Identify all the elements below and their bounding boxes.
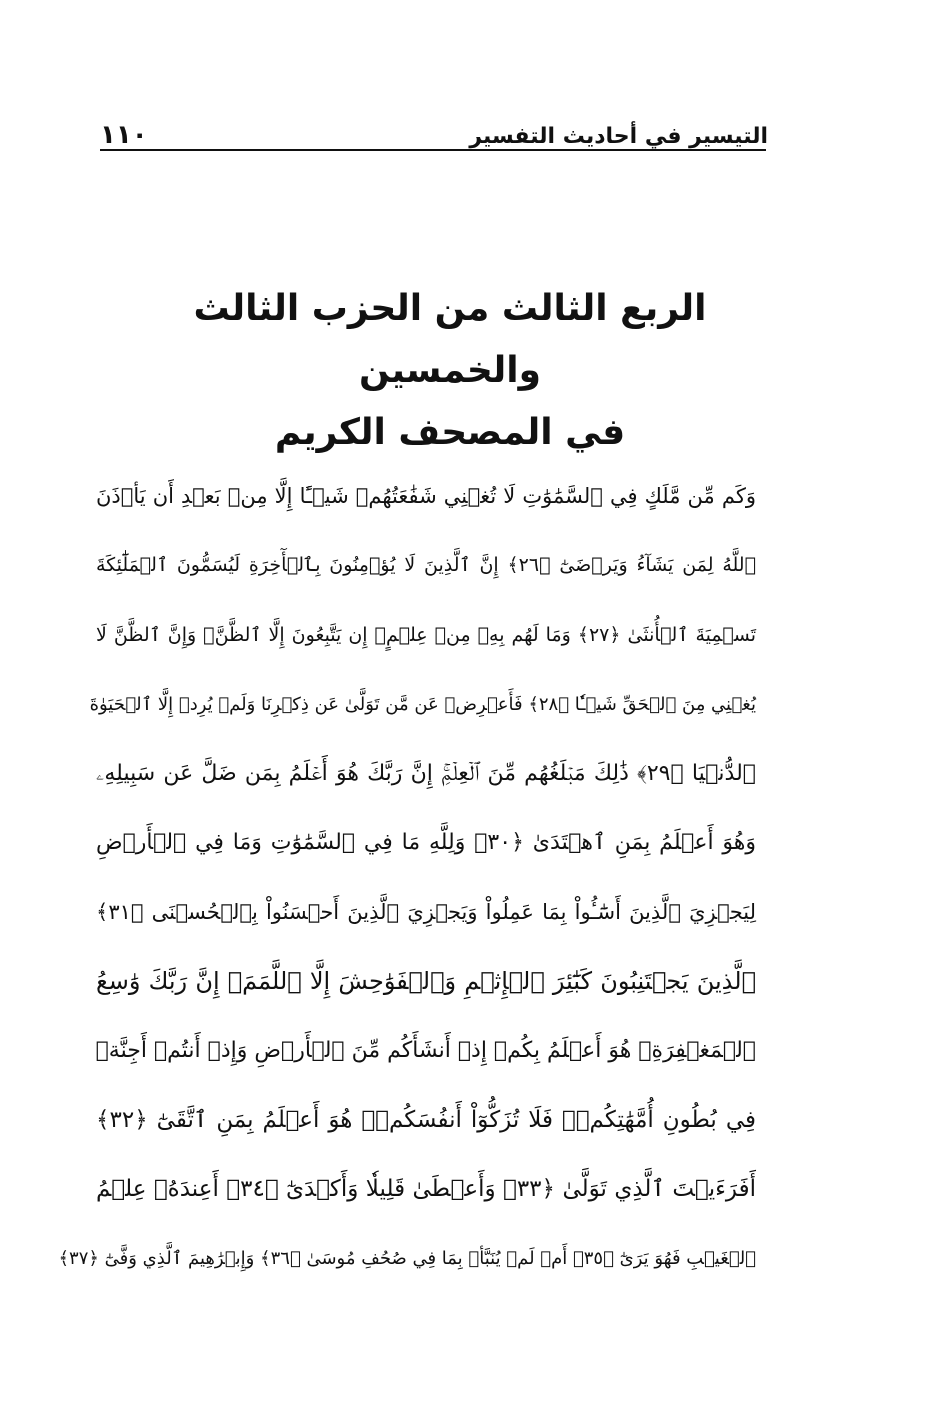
verse-line: وَهُوَ أَعۡلَمُ بِمَنِ ٱهۡتَدَىٰ ﴿٣٠﴾ وَلِلَّهِ مَا فِي ٱلسَّمَٰوَٰتِ وَمَا فِي ٱلۡأَرۡضِ: [96, 830, 756, 856]
section-heading-line-1: الربع الثالث من الحزب الثالث والخمسين: [193, 288, 707, 391]
verse-line: ٱلۡغَيۡبِ فَهُوَ يَرَىٰٓ ﴿٣٥﴾ أَمۡ لَمۡ يُنَبَّأۡ بِمَا فِي صُحُفِ مُوسَىٰ ﴿٣٦﴾ وَإِبۡرَٰهِيمَ ٱلَّذِي وَفَّىٰٓ ﴿٣٧﴾: [58, 1248, 756, 1270]
section-heading-line-2: في المصحف الكريم: [274, 412, 626, 453]
verse-line: فِي بُطُونِ أُمَّهَٰتِكُمۡۖ فَلَا تُزَكُّوٓاْ أَنفُسَكُمۡۖ هُوَ أَعۡلَمُ بِمَنِ ٱتَّقَىٰٓ ﴿٣٢﴾: [96, 1106, 756, 1133]
verse-line: وَكَم مِّن مَّلَكٍ فِي ٱلسَّمَٰوَٰتِ لَا تُغۡنِي شَفَٰعَتُهُمۡ شَيۡـًٔا إِلَّا مِنۢ بَعۡدِ أَن يَأۡذَنَ: [96, 484, 756, 508]
verse-line: ٱللَّهُ لِمَن يَشَآءُ وَيَرۡضَىٰٓ ﴿٢٦﴾ إِنَّ ٱلَّذِينَ لَا يُؤۡمِنُونَ بِٱلۡأٓخِرَةِ لَيُسَمُّونَ ٱلۡمَلَٰٓئِكَةَ: [96, 554, 756, 577]
section-heading: [150, 278, 750, 464]
verse-line: تَسۡمِيَةَ ٱلۡأُنثَىٰ ﴿٢٧﴾ وَمَا لَهُم بِهِۦ مِنۡ عِلۡمٍۖ إِن يَتَّبِعُونَ إِلَّا ٱلظَّنَّۖ وَإِنَّ ٱلظَّنَّ لَا: [96, 623, 756, 646]
running-header: [100, 108, 768, 148]
page-number: ١١٠: [100, 120, 148, 150]
header-rule: [100, 149, 766, 151]
verse-line: يُغۡنِي مِنَ ٱلۡحَقِّ شَيۡـٔٗا ﴿٢٨﴾ فَأَعۡرِضۡ عَن مَّن تَوَلَّىٰ عَن ذِكۡرِنَا وَلَمۡ يُرِدۡ إِلَّا ٱلۡحَيَوٰةَ: [89, 693, 756, 715]
verse-line: لِيَجۡزِيَ ٱلَّذِينَ أَسَٰٓـُٔواْ بِمَا عَمِلُواْ وَيَجۡزِيَ ٱلَّذِينَ أَحۡسَنُواْ بِٱلۡحُسۡنَى ﴿٣١﴾: [96, 899, 756, 924]
quran-verse-block: [58, 462, 756, 1294]
verse-line: ٱلۡمَغۡفِرَةِۚ هُوَ أَعۡلَمُ بِكُمۡ إِذۡ أَنشَأَكُم مِّنَ ٱلۡأَرۡضِ وَإِذۡ أَنتُمۡ أَجِنَّةٞ: [95, 1038, 756, 1064]
verse-line: ٱلدُّنۡيَا ﴿٢٩﴾ ذَٰلِكَ مَبۡلَغُهُم مِّنَ ٱلۡعِلۡمِۚ إِنَّ رَبَّكَ هُوَ أَعۡلَمُ بِمَن ضَلَّ عَن سَبِيلِهِۦ: [96, 761, 756, 787]
book-title: التيسير في أحاديث التفسير: [469, 124, 768, 149]
verse-line: أَفَرَءَيۡتَ ٱلَّذِي تَوَلَّىٰ ﴿٣٣﴾ وَأَعۡطَىٰ قَلِيلٗا وَأَكۡدَىٰٓ ﴿٣٤﴾ أَعِندَهُۥ عِلۡمُ: [96, 1175, 756, 1202]
verse-line: ٱلَّذِينَ يَجۡتَنِبُونَ كَبَٰٓئِرَ ٱلۡإِثۡمِ وَٱلۡفَوَٰحِشَ إِلَّا ٱللَّمَمَۚ إِنَّ رَبَّكَ وَٰسِعُ: [96, 967, 756, 996]
